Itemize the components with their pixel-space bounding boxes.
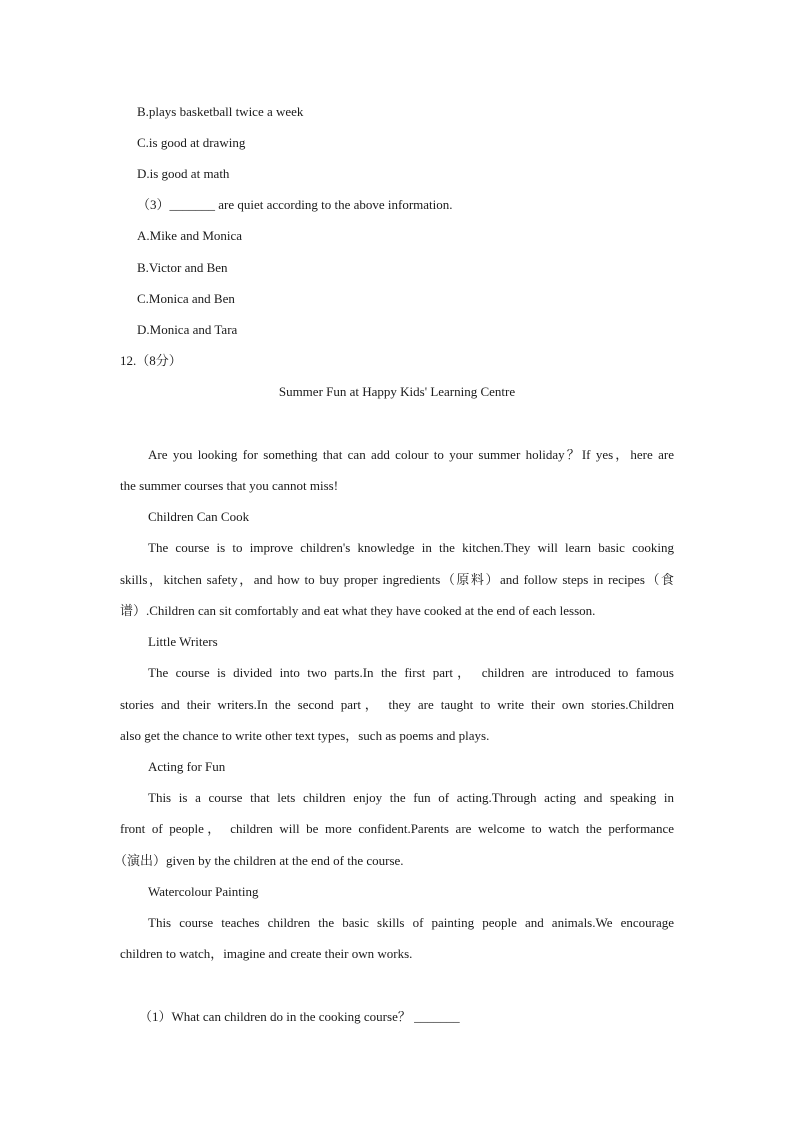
painting-line-2: children to watch，imagine and create their own works. [120,946,413,961]
option-q3-d: D.Monica and Tara [137,322,238,337]
passage-title: Summer Fun at Happy Kids' Learning Centre [278,384,516,399]
writers-line-3: also get the chance to write other text types，such as poems and plays. [120,728,490,743]
question-3-stem: （3）_______ are quiet according to the above information. [137,197,453,212]
painting-line-1: This course teaches children the basic skills of painting people and animals.We encourage [148,915,674,930]
course-heading-painting: Watercolour Painting [148,884,259,899]
option-q2-c: C.is good at drawing [137,135,246,150]
intro-line-2: the summer courses that you cannot miss! [120,478,339,493]
question-12-header: 12.（8分） [120,353,182,368]
acting-line-1: This is a course that lets children enjoy the fun of acting.Through acting and speaking in [148,790,674,805]
intro-line-1: Are you looking for something that can add colour to your summer holiday？If yes，here are [148,447,674,462]
cook-line-3: 谱）.Children can sit comfortably and eat what they have cooked at the end of each lesson. [120,603,596,618]
cook-line-1: The course is to improve children's knowledge in the kitchen.They will learn basic cooking [148,540,674,555]
cook-line-2: skills，kitchen safety，and how to buy proper ingredients（原料）and follow steps in recipes（食 [120,572,674,587]
acting-line-3: （演出）given by the children at the end of the course. [114,853,404,868]
option-q3-c: C.Monica and Ben [137,291,235,306]
course-heading-cook: Children Can Cook [148,509,250,524]
sub-question-1: （1）What can children do in the cooking course？ _______ [139,1009,460,1024]
acting-line-2: front of people， children will be more confident.Parents are welcome to watch the performance [120,821,674,836]
writers-line-2: stories and their writers.In the second part， they are taught to write their own stories.Children [120,697,674,712]
writers-line-1: The course is divided into two parts.In the first part， children are introduced to famous [148,665,674,680]
option-q2-b: B.plays basketball twice a week [137,104,304,119]
option-q3-b: B.Victor and Ben [137,260,228,275]
course-heading-writers: Little Writers [148,634,218,649]
option-q3-a: A.Mike and Monica [137,228,243,243]
option-q2-d: D.is good at math [137,166,230,181]
course-heading-acting: Acting for Fun [148,759,226,774]
